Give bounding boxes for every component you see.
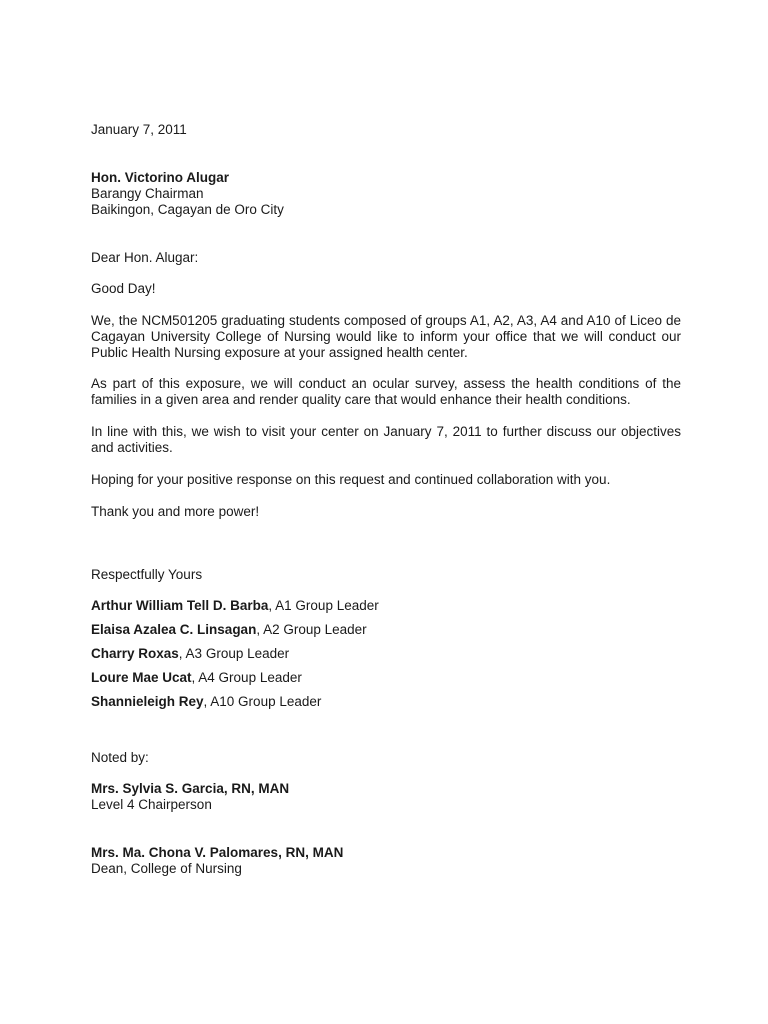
signatory-name: Charry Roxas [91,646,179,661]
noted-by-title: Dean, College of Nursing [91,861,242,876]
letter-date: January 7, 2011 [91,122,187,137]
recipient-title: Barangy Chairman [91,186,204,201]
signatory-line [91,622,367,638]
noted-by-name: Mrs. Sylvia S. Garcia, RN, MAN [91,781,290,796]
signatory-name: Shannieleigh Rey [91,694,204,709]
signatory-role: , A1 Group Leader [268,598,379,613]
signatory-name: Arthur William Tell D. Barba [91,598,269,613]
recipient-address: Baikingon, Cagayan de Oro City [91,202,284,217]
signatory-role: , A10 Group Leader [203,694,322,709]
signatory-line [91,694,321,710]
signatory-role: , A2 Group Leader [256,622,367,637]
signatory-line [91,598,379,614]
recipient-name: Hon. Victorino Alugar [91,170,230,185]
signatory-name: Elaisa Azalea C. Linsagan [91,622,257,637]
body-paragraph-1: We, the NCM501205 graduating students composed of groups A1, A2, A3, A4 and A10 of Liceo de Cagayan University College of Nursing would like to inform your office that we will conduct our Public Health Nursing exposure at your assigned health center. [91,313,681,360]
signatory-role: , A3 Group Leader [178,646,290,661]
signatory-line [91,646,289,662]
body-paragraph-5: Thank you and more power! [91,504,260,519]
signatory-line [91,670,302,686]
salutation: Dear Hon. Alugar: [91,250,199,265]
body-paragraph-2: As part of this exposure, we will conduct an ocular survey, assess the health conditions of the families in a given area and render quality care that would enhance their health conditions. [91,376,681,407]
noted-by-name: Mrs. Ma. Chona V. Palomares, RN, MAN [91,845,344,860]
signatory-name: Loure Mae Ucat [91,670,192,685]
noted-by-title: Level 4 Chairperson [91,797,212,812]
body-paragraph-4: Hoping for your positive response on this request and continued collaboration with you. [91,472,611,487]
body-paragraph-3: In line with this, we wish to visit your center on January 7, 2011 to further discuss our objectives and activities. [91,424,681,455]
noted-by-label: Noted by: [91,750,149,765]
closing: Respectfully Yours [91,567,203,582]
greeting: Good Day! [91,281,156,296]
signatory-role: , A4 Group Leader [191,670,302,685]
